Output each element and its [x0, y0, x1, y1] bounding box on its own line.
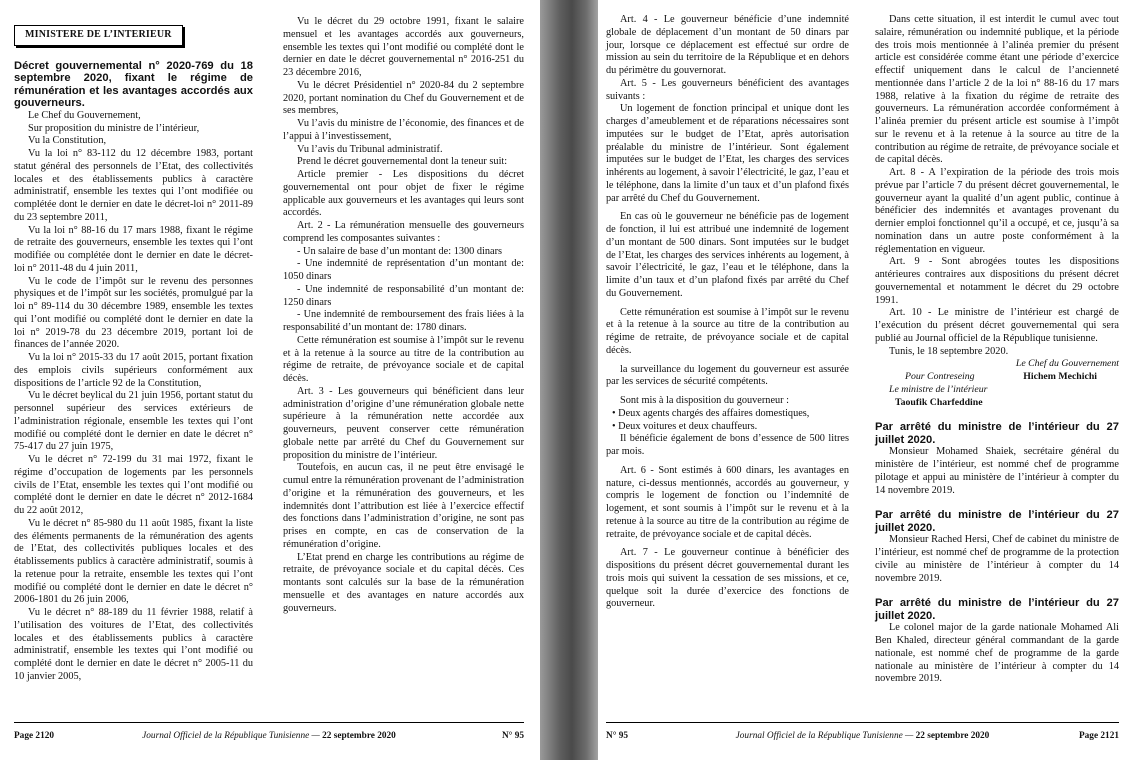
chef-title: Le Chef du Gouvernement: [1015, 358, 1119, 370]
article-10: Art. 10 - Le ministre de l’intérieur est chargé de l’exécution du présent décret gouvernemental qui sera publié au Journal officiel de la République tunisienne.: [875, 307, 1119, 344]
paragraph: Vu la Constitution,: [28, 135, 107, 147]
paragraph: En cas où le gouverneur ne bénéficie pas de logement de fonction, il lui est attribué une indemnité de logement d’un montant de 500 dinars. Sont imputées sur le budget de l’Etat, les charges des services inhérents au logement, à savoir l’électricité, le gaz, l’eau et le téléphone, dans la limite d’un taux et d’un plafond fixés par arrêté du Chef du Gouvernement.: [606, 211, 849, 299]
article-3: Art. 3 - Les gouverneurs qui bénéficient dans leur administration d’origine d’une rémunération globale nette supérieure à la rémunération nette accordée aux gouverneurs, peuvent conserver cette rémunération globale nette par arrêté du Chef du Gouvernement sur proposition du ministre de l’intérieur.: [283, 385, 524, 461]
paragraph: Cette rémunération est soumise à l’impôt sur le revenu et à la retenue à la source au titre de la contribution au régime de retraite, de prévoyance sociale et de capital décès.: [283, 334, 524, 384]
signing-place-date: Tunis, le 18 septembre 2020.: [889, 345, 1009, 357]
page-number: Page 2120: [14, 731, 55, 741]
signature-block: [875, 358, 1119, 409]
paragraph: Vu le décret n° 88-189 du 11 février 1988, relatif à l’utilisation des voitures de l’Etat, des collectivités locales et des établissements publics à caractère administratif, ensemble les textes qui l’ont modifié ou complété dont le dernier en date le décret n° 2005-11 du 10 janvier 2005,: [14, 607, 253, 682]
paragraph: Vu l’avis du ministre de l’économie, des finances et de l’appui à l’investissement,: [283, 118, 524, 142]
list-item: - Une indemnité de responsabilité d’un montant de: 1250 dinars: [283, 283, 524, 308]
article-2: Art. 2 - La rémunération mensuelle des gouverneurs comprend les composantes suivantes :: [283, 220, 524, 244]
journal-name: Journal Officiel de la République Tunisienne — 22 septembre 2020: [735, 731, 990, 741]
paragraph: Vu le décret n° 72-199 du 31 mai 1972, fixant le régime d’occupation de logements par les personnels civils de l’Etat, ensemble les textes qui l’ont modifié ou complété dont le dernier en date le décret n° 2012-1684 du 22 août 2012,: [14, 454, 253, 516]
paragraph: Prend le décret gouvernemental dont la teneur suit:: [297, 156, 508, 168]
paragraph: L’Etat prend en charge les contributions au régime de retraite, de prévoyance sociale et du capital décès. Ces montants sont calculés sur la base de la rémunération mensuelle et des avantages en nature accordés aux gouverneurs.: [283, 551, 524, 614]
article-4: Art. 4 - Le gouverneur bénéficie d’une indemnité globale de déplacement d’un montant de 50 dinars par jour, lorsque ce déplacement est effectué sur ordre de mission au sein du territoire de la République et en dehors du périmètre du gouvernorat.: [606, 14, 849, 76]
minister-name: Taoufik Charfeddine: [895, 396, 983, 408]
book-gutter: [540, 0, 598, 760]
decree-title: Décret gouvernemental n° 2020-769 du 18 septembre 2020, fixant le régime de rémunération et les avantages accordés aux gouverneurs.: [14, 59, 253, 110]
chef-name: Hichem Mechichi: [1023, 371, 1097, 382]
left-column-1: [14, 16, 253, 684]
paragraph: Vu le code de l’impôt sur le revenu des personnes physiques et de l’impôt sur les sociétés, promulgué par la loi n° 89-114 du 30 décembre 1989, ensemble les textes qui l’ont modifié ou complété dont le dernier en date la loi n° 2019-78 du 23 décembre 2019, portant loi de finances de l’année 2020.: [14, 275, 253, 351]
arrete-title: Par arrêté du ministre de l’intérieur du 27 juillet 2020.: [875, 421, 1119, 446]
arrete-title: Par arrêté du ministre de l’intérieur du 27 juillet 2020.: [875, 597, 1119, 622]
issue-number: N° 95: [606, 731, 629, 741]
journal-name: Journal Officiel de la République Tunisienne — 22 septembre 2020: [142, 731, 396, 741]
journal-date: 22 septembre 2020: [915, 731, 990, 741]
left-column-2: [283, 16, 524, 615]
paragraph: Il bénéficie également de bons d’essence de 500 litres par mois.: [606, 433, 849, 457]
paragraph: Cette rémunération est soumise à l’impôt sur le revenu et à la retenue à la source au titre de la contribution au régime de retraite, de prévoyance sociale et de capital décès.: [606, 306, 849, 356]
article-5: Art. 5 - Les gouverneurs bénéficient des avantages suivants :: [606, 77, 849, 102]
paragraph: Vu le décret Présidentiel n° 2020-84 du 2 septembre 2020, portant nomination du Chef du Gouvernement et de ses membres,: [283, 79, 524, 117]
page-number: Page 2121: [1078, 731, 1119, 741]
footer-rule: [14, 722, 524, 723]
arrete-text: Monsieur Rached Hersi, Chef de cabinet du ministre de l’intérieur, est nommé chef de programme de la protection civile au ministère de l’intérieur à compter du 14 novembre 2019.: [875, 534, 1119, 584]
arrete-text: Monsieur Mohamed Shaiek, secrétaire général du ministère de l’intérieur, est nommé chef de programme pilotage et appui au ministère de l’intérieur à compter du 14 novembre 2019.: [875, 446, 1119, 496]
paragraph: Vu le décret n° 85-980 du 11 août 1985, fixant la liste des éléments permanents de la rémunération des agents de l’Etat, des collectivités publiques locales et des établissements publics à caractère administratif, soumis à la retenue pour la retraite, ensemble les textes qui l’ont modifié ou complété dont le dernier en date le décret n° 2006-1801 du 26 juin 2006,: [14, 517, 253, 606]
article-7: Art. 7 - Le gouverneur continue à bénéficier des dispositions du présent décret gouvernemental durant les trois mois qui suivent la cessation de ses missions, et ce, quelque soit la durée d’exercice des fonctions de gouverneur.: [606, 547, 849, 610]
article-8: Art. 8 - A l’expiration de la période des trois mois prévue par l’article 7 du présent décret gouvernemental, le gouverneur ayant la qualité d’un agent public, continue à bénéficier des indemnités et avantages provenant du dernier emploi fonctionnel qu’il a occupé, et ce, jusqu’à sa nomination dans un autre poste conformément à la réglementation en vigueur.: [875, 167, 1119, 255]
paragraph: Sont mis à la disposition du gouverneur :: [620, 395, 790, 406]
right-column-1: [606, 14, 849, 611]
issue-number: N° 95: [501, 731, 524, 741]
paragraph: Toutefois, en aucun cas, il ne peut être envisagé le cumul entre la rémunération provenant de l’administration d’origine et la rémunération des gouverneurs, et les indemnités dont l’attribution est liée à l’exercice effectif des fonctions dans l’administration d’origine, ne sont pas prises en compte, en cas de conservation de la rémunération d’origine.: [283, 462, 524, 550]
paragraph: Vu la loi n° 88-16 du 17 mars 1988, fixant le régime de retraite des gouverneurs, ensemble les textes qui l’ont modifiée ou complétée dont le dernier en date le décret-loi n° 2011-48 du 4 juin 2011,: [14, 224, 253, 274]
paragraph: la surveillance du logement du gouverneur est assurée par les services de sécurité compétents.: [606, 363, 849, 388]
paragraph: Un logement de fonction principal et unique dont les charges d’ameublement et de réparations nécessaires sont imputées sur le budget de l’Etat, après autorisation préalable du ministre de l’intérieur. Sont également imputées sur le budget de l’Etat, les charges des services inhérents au logement, à savoir l’électricité, le gaz, l’eau et le téléphone, dans la limite d’un taux et d’un plafond fixés par arrêté du Chef du Gouvernement.: [606, 103, 850, 204]
paragraph: Dans cette situation, il est interdit le cumul avec tout salaire, rémunération ou indemnité publique, et la période des trois mois mentionnée à l’alinéa premier du présent article est considérée comme étant une période d’exercice effectif uniquement dans le calcul de l’ancienneté mentionnée dans l’article 2 de la loi n° 88-16 du 17 mars 1988, relative à la fixation du régime de retraite des gouverneurs. La rémunération accordée conformément à l’alinéa premier du présent article est soumise à l’impôt sur le revenu et à la retenue à la source au titre de la contribution au régime de retraite, de prévoyance sociale et de capital décès.: [875, 14, 1119, 166]
minister-title: Le ministre de l’intérieur: [889, 383, 988, 395]
contreseing-label: Pour Contreseing: [905, 371, 975, 382]
right-column-2: [875, 14, 1119, 686]
paragraph: Vu la loi n° 83-112 du 12 décembre 1983, portant statut général des personnels de l’Etat, des collectivités locales et des établissements publics à caractère administratif, ensemble les textes qui l’ont modifiée ou complétée dont le dernier en date le décret-loi n° 2011-89 du 23 septembre 2011,: [14, 148, 253, 223]
article-9: Art. 9 - Sont abrogées toutes les dispositions antérieures contraires aux dispositions du présent décret gouvernemental et notamment le décret du 29 octobre 1991.: [875, 256, 1119, 306]
article-6: Art. 6 - Sont estimés à 600 dinars, les avantages en nature, ci-dessus mentionnés, accordés au gouverneur, y compris le logement de fonction ou l’indemnité de logement, et sont soumis à l’impôt sur le revenu et à la retenue à la source au titre de la contribution au régime de retraite, de prévoyance sociale et de capital décès.: [606, 464, 849, 540]
journal-page-right: [598, 0, 1142, 760]
list-item: - Une indemnité de remboursement des frais liées à la responsabilité d’un montant de: 1780 dinars.: [283, 309, 524, 333]
footer-rule: [606, 722, 1119, 723]
paragraph: Vu l’avis du Tribunal administratif.: [297, 143, 443, 155]
journal-date: 22 septembre 2020: [322, 731, 396, 741]
list-item: • Deux agents chargés des affaires domestiques,: [612, 407, 810, 419]
article-1: Article premier - Les dispositions du décret gouvernemental ont pour objet de fixer le régime applicable aux gouverneurs et les avantages qui leurs sont accordés.: [283, 169, 524, 219]
paragraph: Vu le décret du 29 octobre 1991, fixant le salaire mensuel et les avantages accordés aux gouverneurs, ensemble les textes qui l’ont modifié ou complété dont le dernier en date le décret gouvernemental n° 2016-251 du 23 décembre 2016,: [283, 16, 524, 78]
journal-page-left: [0, 0, 540, 760]
list-item: • Deux voitures et deux chauffeurs.: [612, 420, 758, 432]
list-item: - Une indemnité de représentation d’un montant de: 1050 dinars: [283, 258, 524, 282]
paragraph: Vu le décret beylical du 21 juin 1956, portant statut du personnel supérieur des services extérieurs de l’administration régionale, ensemble les textes qui l’ont modifié ou complété dont le dernier en date le décret n° 75-417 du 27 juin 1975,: [14, 390, 253, 453]
paragraph: Le Chef du Gouvernement,: [28, 109, 141, 121]
arrete-title: Par arrêté du ministre de l’intérieur du 27 juillet 2020.: [875, 509, 1119, 534]
arrete-text: Le colonel major de la garde nationale Mohamed Ali Ben Khaled, directeur général commandant de la garde nationale, est nommé chef de programme de la garde nationale au ministère de l’intérieur à compter du 14 novembre 2019.: [875, 622, 1119, 685]
paragraph: Sur proposition du ministre de l’intérieur,: [28, 122, 200, 134]
list-item: - Un salaire de base d’un montant de: 1300 dinars: [297, 245, 503, 257]
ministry-header: MINISTERE DE L’INTERIEUR: [14, 25, 183, 46]
paragraph: Vu la loi n° 2015-33 du 17 août 2015, portant fixation des emplois civils supérieurs conformément aux dispositions de l’article 92 de la Constitution,: [14, 352, 253, 389]
